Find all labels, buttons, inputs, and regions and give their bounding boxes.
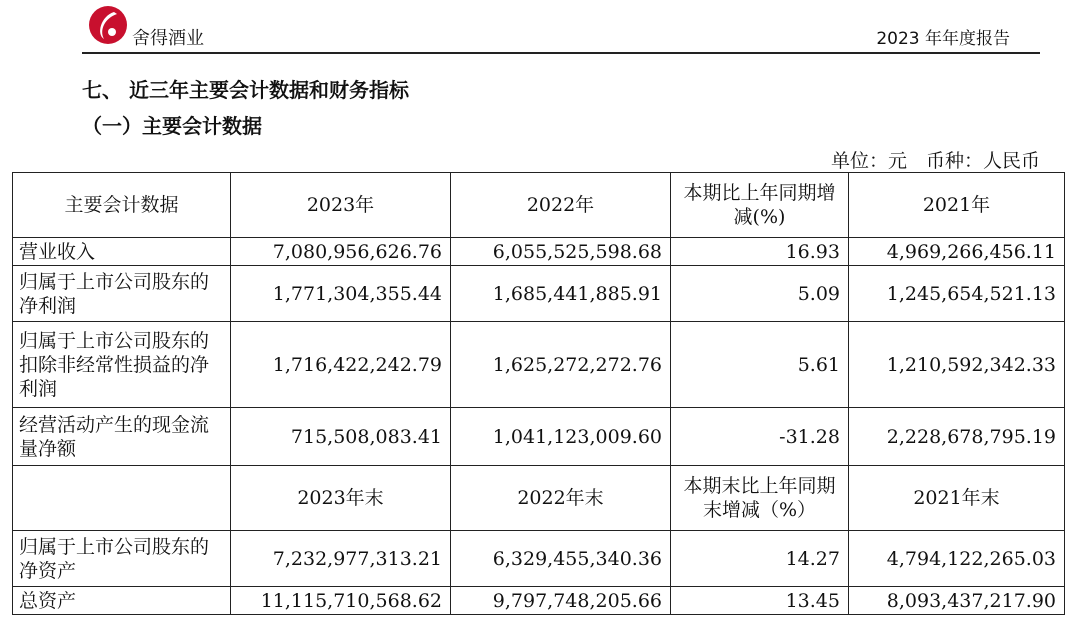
value-cell: 7,080,956,626.76: [231, 238, 451, 266]
company-logo-icon: [87, 4, 129, 46]
value-cell: 4,969,266,456.11: [849, 238, 1065, 266]
value-cell: 6,329,455,340.36: [451, 531, 671, 587]
value-cell: 11,115,710,568.62: [231, 587, 451, 615]
header-cell: 本期末比上年同期末增减（%）: [671, 466, 849, 531]
value-cell: 9,797,748,205.66: [451, 587, 671, 615]
row-label: 总资产: [13, 587, 231, 615]
row-label: 归属于上市公司股东的净利润: [13, 266, 231, 322]
value-cell: 1,716,422,242.79: [231, 322, 451, 408]
header-cell: [13, 466, 231, 531]
table-header-row: [13, 173, 1065, 238]
value-cell: 2,228,678,795.19: [849, 408, 1065, 466]
row-label: 经营活动产生的现金流量净额: [13, 408, 231, 466]
value-cell: -31.28: [671, 408, 849, 466]
company-name: 舍得酒业: [132, 28, 204, 49]
header-cell: 2022年末: [451, 466, 671, 531]
section-title: 七、 近三年主要会计数据和财务指标: [82, 78, 409, 102]
value-cell: 1,245,654,521.13: [849, 266, 1065, 322]
header-cell: 2021年: [849, 173, 1065, 238]
accounting-data-table: [12, 172, 1065, 615]
value-cell: 715,508,083.41: [231, 408, 451, 466]
unit-label: 单位：元 币种：人民币: [830, 150, 1040, 172]
value-cell: 5.61: [671, 322, 849, 408]
value-cell: 1,041,123,009.60: [451, 408, 671, 466]
value-cell: 1,771,304,355.44: [231, 266, 451, 322]
value-cell: 14.27: [671, 531, 849, 587]
table-row: [13, 238, 1065, 266]
row-label: 归属于上市公司股东的扣除非经常性损益的净利润: [13, 322, 231, 408]
table-row: [13, 531, 1065, 587]
header-cell: 主要会计数据: [13, 173, 231, 238]
value-cell: 1,685,441,885.91: [451, 266, 671, 322]
table-row: [13, 266, 1065, 322]
header-cell: 2022年: [451, 173, 671, 238]
value-cell: 16.93: [671, 238, 849, 266]
value-cell: 1,210,592,342.33: [849, 322, 1065, 408]
subsection-title: （一）主要会计数据: [82, 114, 262, 138]
header-cell: 2023年末: [231, 466, 451, 531]
table-row: [13, 408, 1065, 466]
page-header: [82, 0, 1040, 54]
table-header-row: [13, 466, 1065, 531]
value-cell: 8,093,437,217.90: [849, 587, 1065, 615]
value-cell: 13.45: [671, 587, 849, 615]
value-cell: 4,794,122,265.03: [849, 531, 1065, 587]
value-cell: 6,055,525,598.68: [451, 238, 671, 266]
header-cell: 2023年: [231, 173, 451, 238]
value-cell: 1,625,272,272.76: [451, 322, 671, 408]
header-cell: 2021年末: [849, 466, 1065, 531]
row-label: 营业收入: [13, 238, 231, 266]
value-cell: 5.09: [671, 266, 849, 322]
row-label: 归属于上市公司股东的净资产: [13, 531, 231, 587]
report-title: 2023 年年度报告: [876, 29, 1010, 49]
value-cell: 7,232,977,313.21: [231, 531, 451, 587]
table-row: [13, 587, 1065, 615]
table-row: [13, 322, 1065, 408]
header-cell: 本期比上年同期增减(%): [671, 173, 849, 238]
